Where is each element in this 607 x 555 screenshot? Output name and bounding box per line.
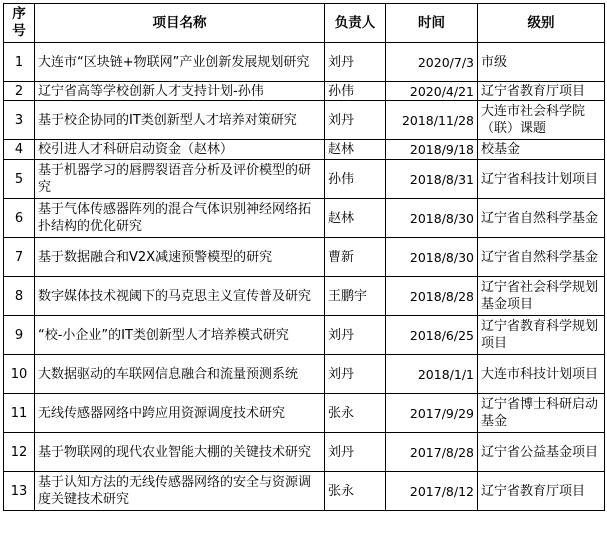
- cell-no: 11: [4, 394, 35, 433]
- cell-name: 辽宁省高等学校创新人才支持计划-孙伟: [35, 82, 325, 101]
- cell-level: 辽宁省自然科学基金: [478, 238, 605, 277]
- cell-level: 大连市科技计划项目: [478, 355, 605, 394]
- cell-name: 基于机器学习的唇腭裂语音分析及评价模型的研究: [35, 160, 325, 199]
- cell-date: 2020/4/21: [386, 82, 478, 101]
- cell-name: 基于数据融合和V2X减速预警模型的研究: [35, 238, 325, 277]
- cell-date: 2018/1/1: [386, 355, 478, 394]
- cell-owner: 刘丹: [325, 433, 386, 472]
- table-row: [4, 101, 605, 140]
- table-row: [4, 82, 605, 101]
- table-row: [4, 43, 605, 82]
- cell-level: 辽宁省教育厅项目: [478, 82, 605, 101]
- cell-no: 10: [4, 355, 35, 394]
- cell-no: 5: [4, 160, 35, 199]
- cell-owner: 张永: [325, 472, 386, 511]
- cell-name: 基于气体传感器阵列的混合气体识别神经网络拓扑结构的优化研究: [35, 199, 325, 238]
- cell-owner: 刘丹: [325, 43, 386, 82]
- table-row: [4, 316, 605, 355]
- cell-date: 2018/11/28: [386, 101, 478, 140]
- cell-level: 校基金: [478, 140, 605, 160]
- table-row: [4, 238, 605, 277]
- cell-name: 数字媒体技术视阈下的马克思主义宣传普及研究: [35, 277, 325, 316]
- cell-date: 2017/8/28: [386, 433, 478, 472]
- cell-date: 2018/8/30: [386, 199, 478, 238]
- cell-no: 4: [4, 140, 35, 160]
- cell-date: 2017/8/12: [386, 472, 478, 511]
- cell-date: 2018/9/18: [386, 140, 478, 160]
- cell-owner: 赵林: [325, 140, 386, 160]
- cell-no: 3: [4, 101, 35, 140]
- cell-owner: 曹新: [325, 238, 386, 277]
- projects-table: [3, 3, 605, 511]
- cell-no: 9: [4, 316, 35, 355]
- cell-date: 2020/7/3: [386, 43, 478, 82]
- table-row: [4, 355, 605, 394]
- table-row: [4, 140, 605, 160]
- cell-name: 校引进人才科研启动资金（赵林）: [35, 140, 325, 160]
- cell-no: 13: [4, 472, 35, 511]
- table-row: [4, 394, 605, 433]
- cell-level: 辽宁省博士科研启动基金: [478, 394, 605, 433]
- cell-date: 2017/9/29: [386, 394, 478, 433]
- table-row: [4, 199, 605, 238]
- table-row: [4, 160, 605, 199]
- cell-owner: 孙伟: [325, 82, 386, 101]
- cell-level: 辽宁省自然科学基金: [478, 199, 605, 238]
- cell-owner: 刘丹: [325, 316, 386, 355]
- cell-name: 大数据驱动的车联网信息融合和流量预测系统: [35, 355, 325, 394]
- header-name: 项目名称: [35, 4, 325, 43]
- cell-level: 大连市社会科学院（联）课题: [478, 101, 605, 140]
- cell-no: 1: [4, 43, 35, 82]
- table-row: [4, 277, 605, 316]
- cell-date: 2018/8/28: [386, 277, 478, 316]
- cell-owner: 孙伟: [325, 160, 386, 199]
- cell-name: 基于校企协同的IT类创新型人才培养对策研究: [35, 101, 325, 140]
- table-row: [4, 472, 605, 511]
- cell-owner: 张永: [325, 394, 386, 433]
- cell-no: 8: [4, 277, 35, 316]
- header-no: 序号: [4, 4, 35, 43]
- cell-level: 辽宁省教育厅项目: [478, 472, 605, 511]
- cell-level: 辽宁省社会科学规划基金项目: [478, 277, 605, 316]
- cell-name: 基于认知方法的无线传感器网络的安全与资源调度关键技术研究: [35, 472, 325, 511]
- cell-owner: 刘丹: [325, 101, 386, 140]
- cell-name: 大连市“区块链+物联网”产业创新发展规划研究: [35, 43, 325, 82]
- cell-date: 2018/8/30: [386, 238, 478, 277]
- cell-owner: 王鹏宇: [325, 277, 386, 316]
- cell-level: 辽宁省公益基金项目: [478, 433, 605, 472]
- cell-no: 12: [4, 433, 35, 472]
- cell-no: 2: [4, 82, 35, 101]
- table-row: [4, 433, 605, 472]
- cell-level: 辽宁省教育科学规划项目: [478, 316, 605, 355]
- cell-level: 辽宁省科技计划项目: [478, 160, 605, 199]
- header-owner: 负责人: [325, 4, 386, 43]
- header-row: [4, 4, 605, 43]
- cell-name: “校-小企业”的IT类创新型人才培养模式研究: [35, 316, 325, 355]
- cell-name: 无线传感器网络中跨应用资源调度技术研究: [35, 394, 325, 433]
- cell-date: 2018/8/31: [386, 160, 478, 199]
- cell-no: 6: [4, 199, 35, 238]
- cell-no: 7: [4, 238, 35, 277]
- cell-owner: 刘丹: [325, 355, 386, 394]
- header-level: 级别: [478, 4, 605, 43]
- cell-level: 市级: [478, 43, 605, 82]
- cell-name: 基于物联网的现代农业智能大棚的关键技术研究: [35, 433, 325, 472]
- cell-date: 2018/6/25: [386, 316, 478, 355]
- header-date: 时间: [386, 4, 478, 43]
- cell-owner: 赵林: [325, 199, 386, 238]
